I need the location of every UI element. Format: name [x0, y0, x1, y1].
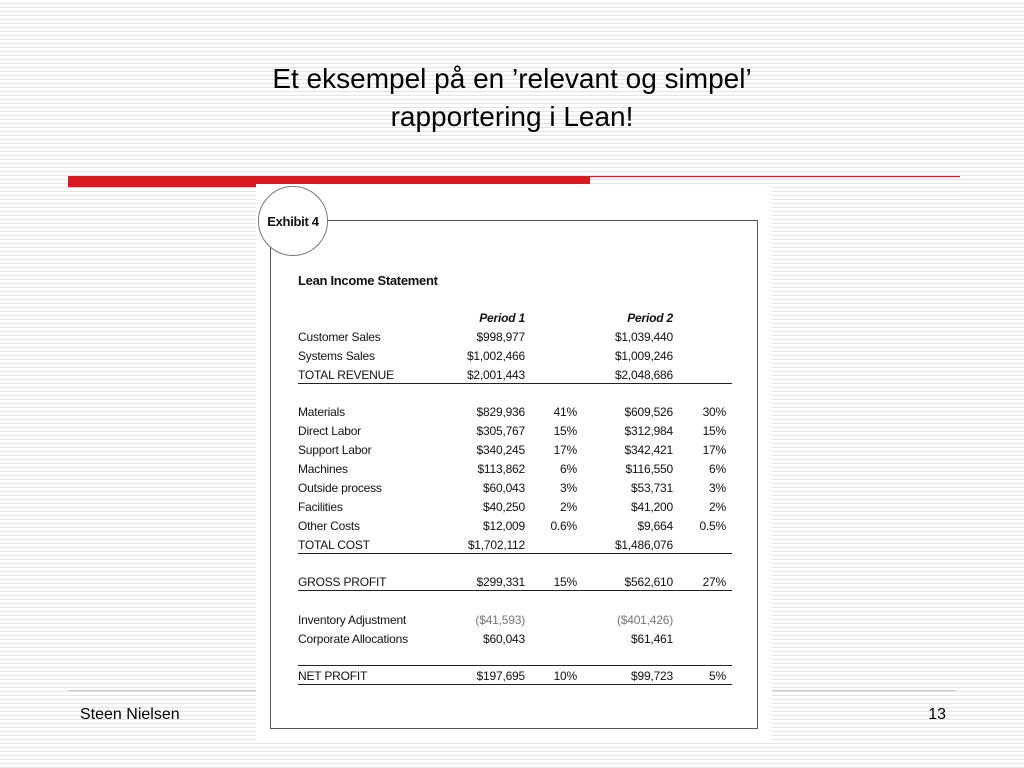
- adjustment-row: [298, 631, 732, 649]
- period-1-value: $998,977: [476, 330, 525, 344]
- row-label: GROSS PROFIT: [298, 575, 387, 589]
- row-label: Machines: [298, 462, 348, 476]
- period-1-value: $1,702,112: [467, 538, 525, 552]
- period-2-value: ($401,426): [616, 613, 673, 627]
- period-2-value: $1,039,440: [614, 330, 673, 344]
- period-1-value: $2,001,443: [466, 368, 525, 382]
- slide-title-line-1: Et eksempel på en ’relevant og simpel’: [272, 63, 752, 94]
- period-1-percent: 17%: [553, 443, 577, 457]
- exhibit-label: Exhibit 4: [258, 186, 328, 256]
- period-1-header: Period 1: [479, 311, 525, 325]
- period-1-value: $340,245: [476, 443, 525, 457]
- cost-row: [298, 461, 732, 479]
- row-label: Customer Sales: [298, 330, 381, 344]
- period-2-value: $609,526: [624, 405, 673, 419]
- adjustment-row: [298, 612, 732, 630]
- period-1-value: $829,936: [476, 405, 525, 419]
- period-2-percent: 30%: [702, 405, 726, 419]
- footer-author: Steen Nielsen: [80, 706, 180, 723]
- exhibit-image: [256, 184, 772, 740]
- slide-title-line-2: rapportering i Lean!: [390, 101, 634, 132]
- row-label: Systems Sales: [298, 349, 375, 363]
- period-2-value: $61,461: [631, 632, 673, 646]
- statement-title: Lean Income Statement: [298, 273, 438, 288]
- period-2-value: $9,664: [637, 519, 673, 533]
- row-label: Outside process: [298, 481, 382, 495]
- period-1-value: $113,862: [477, 462, 525, 476]
- period-1-value: $60,043: [483, 632, 525, 646]
- row-label: Other Costs: [298, 519, 360, 533]
- period-2-value: $1,486,076: [614, 538, 673, 552]
- period-1-percent: 15%: [553, 424, 577, 438]
- period-1-value: $60,043: [483, 481, 525, 495]
- period-1-value: $197,695: [476, 669, 525, 683]
- row-label: NET PROFIT: [298, 669, 368, 683]
- period-1-value: $299,331: [476, 575, 525, 589]
- row-label: Inventory Adjustment: [298, 613, 407, 627]
- period-2-percent: 5%: [709, 669, 726, 683]
- total-revenue-rule: [298, 383, 732, 384]
- period-2-value: $2,048,686: [614, 368, 673, 382]
- period-1-value: ($41,593): [475, 613, 525, 627]
- cost-row: [298, 404, 732, 422]
- period-2-value: $41,200: [631, 500, 673, 514]
- period-2-value: $1,009,246: [614, 349, 673, 363]
- row-label: Corporate Allocations: [298, 632, 408, 646]
- period-2-header: Period 2: [627, 311, 673, 325]
- cost-row: [298, 518, 732, 536]
- period-2-value: $562,610: [624, 575, 673, 589]
- period-1-value: $1,002,466: [466, 349, 525, 363]
- period-1-percent: 15%: [553, 575, 577, 589]
- period-2-value: $99,723: [631, 669, 673, 683]
- row-label: TOTAL COST: [298, 538, 370, 552]
- cost-row: [298, 423, 732, 441]
- period-1-value: $40,250: [483, 500, 525, 514]
- period-header-row: [298, 310, 732, 328]
- row-label: Direct Labor: [298, 424, 361, 438]
- period-1-percent: 6%: [560, 462, 577, 476]
- period-2-percent: 0.5%: [699, 519, 726, 533]
- row-label: Facilities: [298, 500, 343, 514]
- page-number: 13: [928, 706, 946, 723]
- revenue-row: [298, 329, 732, 347]
- row-label: Materials: [298, 405, 345, 419]
- period-2-value: $342,421: [624, 443, 673, 457]
- period-2-percent: 3%: [709, 481, 726, 495]
- period-1-percent: 0.6%: [550, 519, 577, 533]
- period-2-value: $116,550: [625, 462, 673, 476]
- period-2-percent: 15%: [702, 424, 726, 438]
- slide-title: [0, 60, 1024, 136]
- period-1-percent: 2%: [560, 500, 577, 514]
- period-1-percent: 41%: [553, 405, 577, 419]
- net-profit-bottom-rule: [298, 684, 732, 685]
- period-1-percent: 10%: [553, 669, 577, 683]
- period-2-percent: 17%: [702, 443, 726, 457]
- row-label: Support Labor: [298, 443, 372, 457]
- net-profit-top-rule: [298, 665, 732, 666]
- cost-row: [298, 480, 732, 498]
- period-2-percent: 27%: [702, 575, 726, 589]
- period-1-value: $305,767: [476, 424, 525, 438]
- row-label: TOTAL REVENUE: [298, 368, 394, 382]
- gross-profit-rule: [298, 590, 732, 591]
- period-1-percent: 3%: [560, 481, 577, 495]
- title-accent-line: [590, 176, 960, 177]
- period-2-percent: 2%: [709, 500, 726, 514]
- period-2-percent: 6%: [709, 462, 726, 476]
- total-cost-rule: [298, 553, 732, 554]
- revenue-row: [298, 348, 732, 366]
- period-2-value: $312,984: [624, 424, 673, 438]
- period-2-value: $53,731: [631, 481, 673, 495]
- cost-row: [298, 442, 732, 460]
- period-1-value: $12,009: [483, 519, 525, 533]
- cost-row: [298, 499, 732, 517]
